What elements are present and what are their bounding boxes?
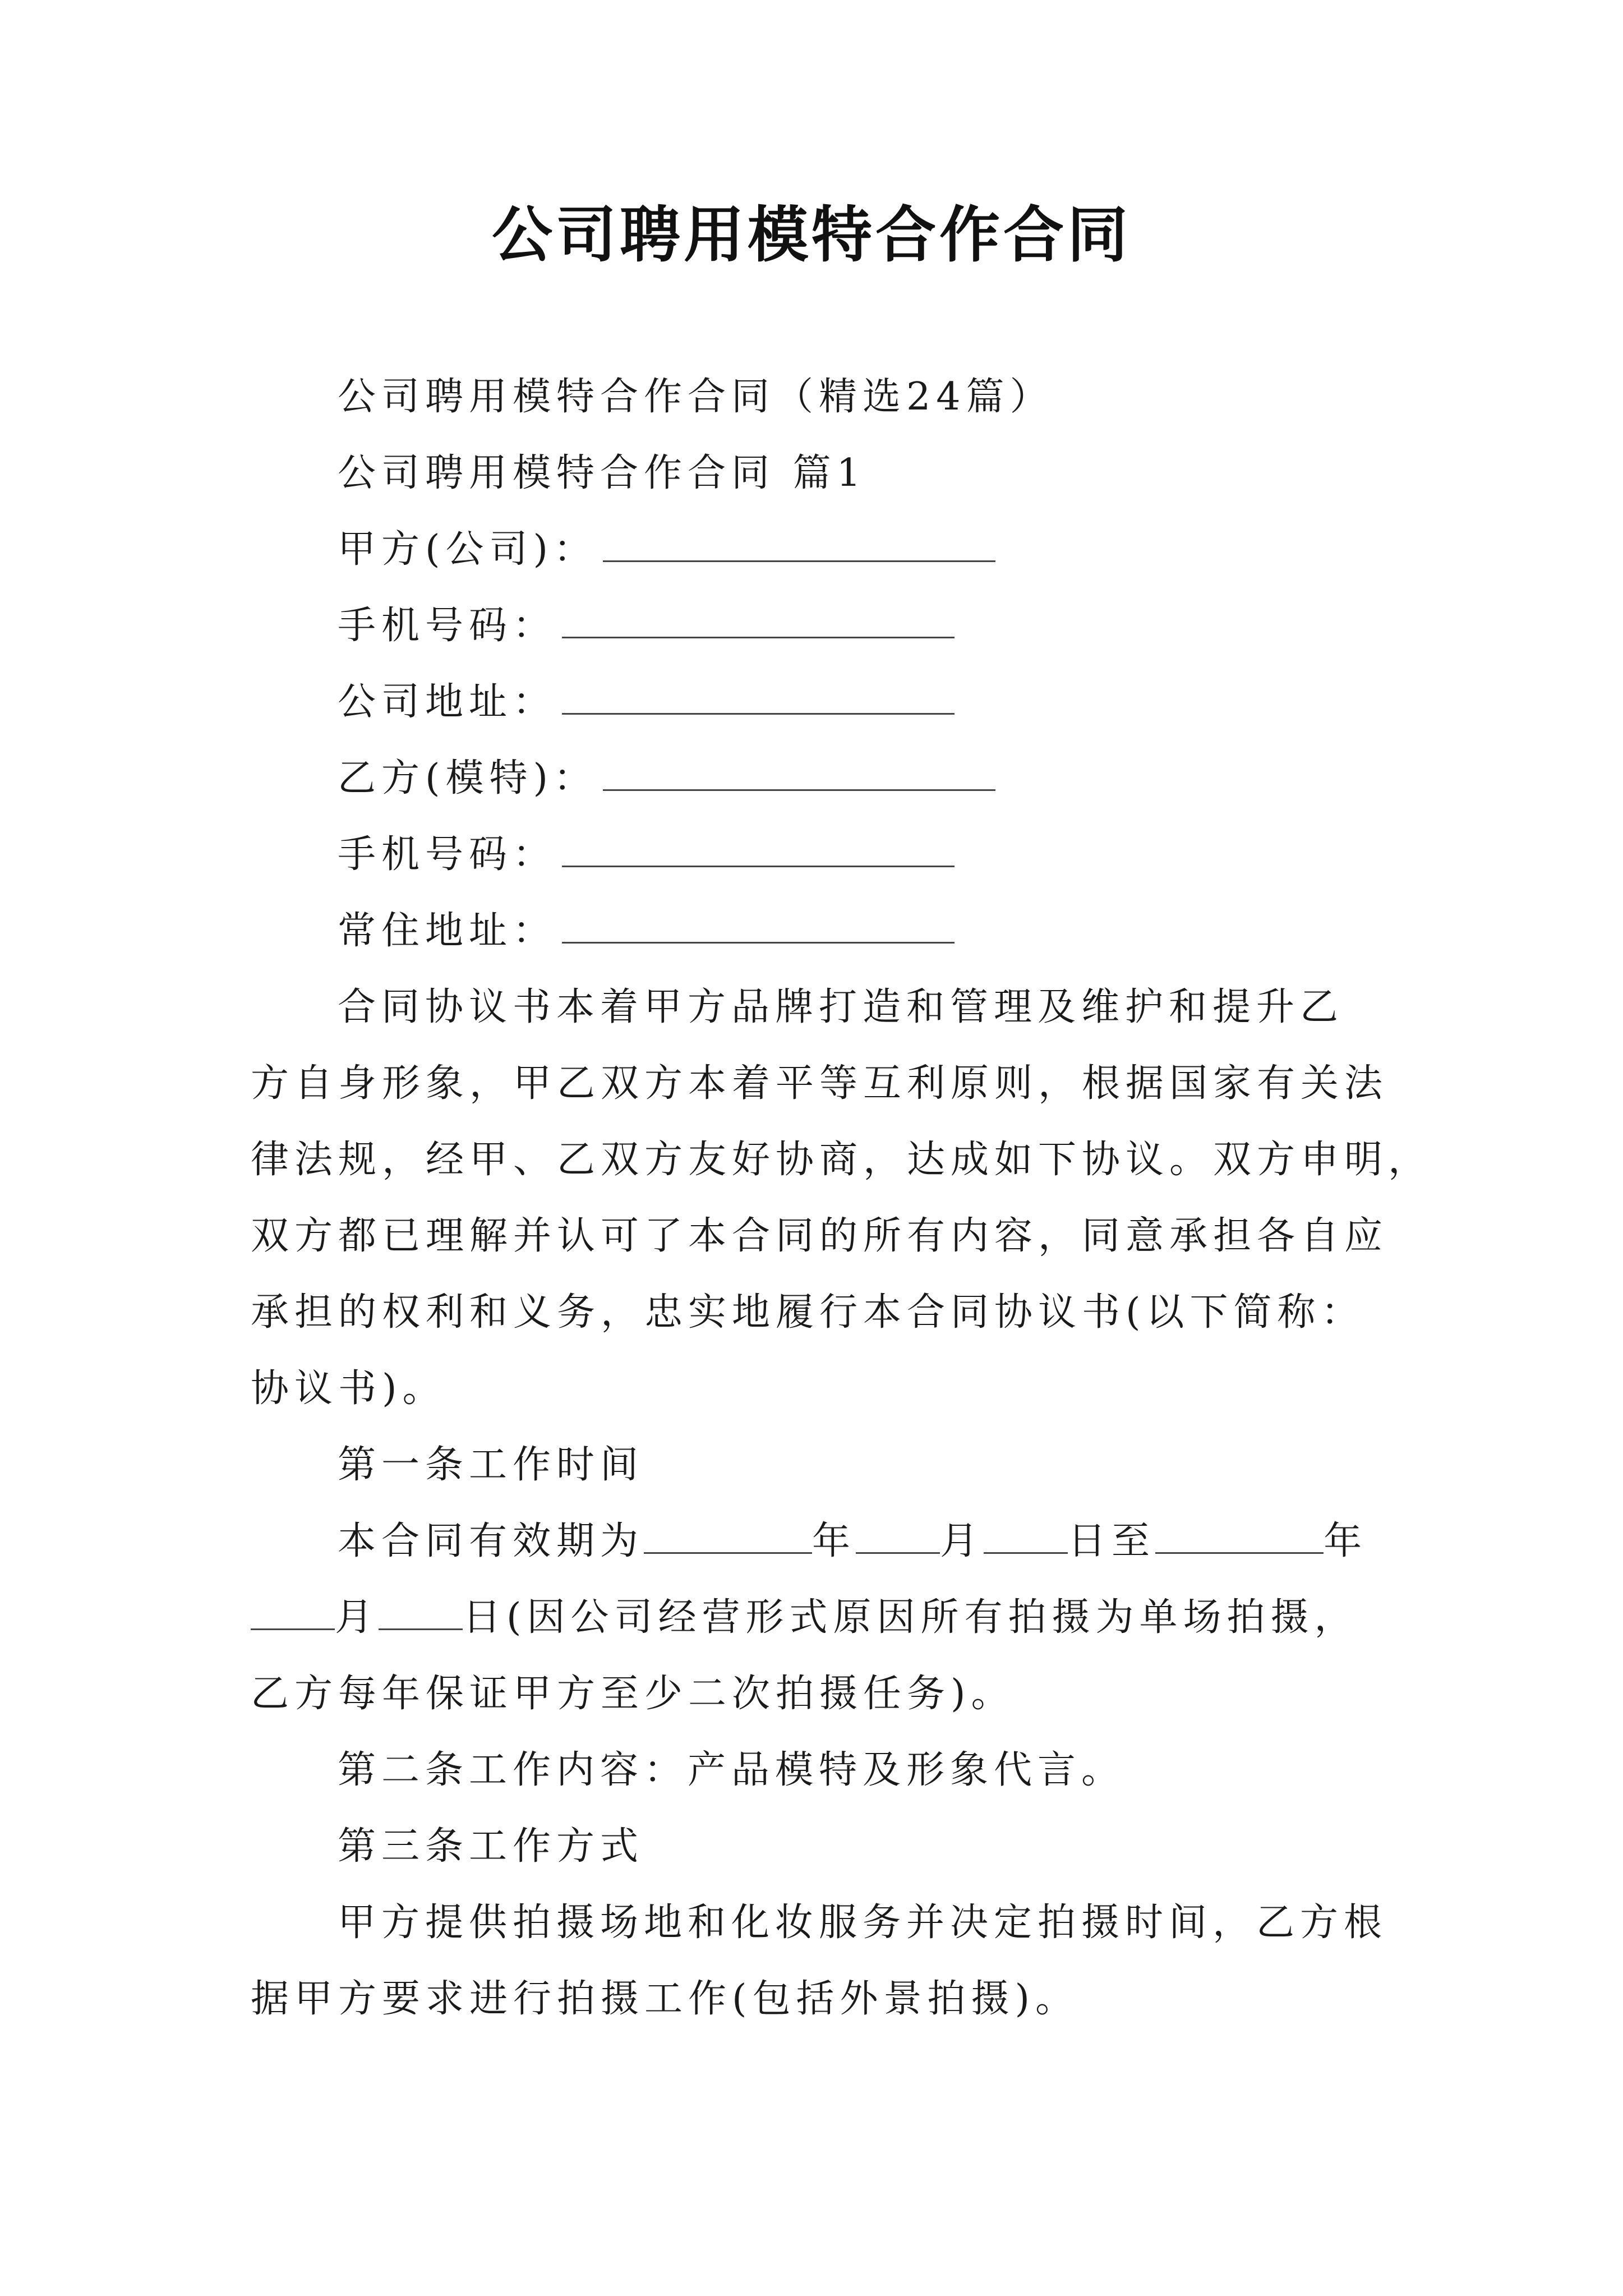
article-3-line-1: 甲方提供拍摄场地和化妆服务并决定拍摄时间，乙方根 xyxy=(338,1901,1388,1945)
year-label-1: 年 xyxy=(812,1519,856,1563)
party-b-blank[interactable] xyxy=(603,754,995,791)
phone-b-line xyxy=(251,817,1473,893)
party-a-blank[interactable] xyxy=(603,526,995,562)
address-b-line xyxy=(251,893,1473,969)
article-1-line-3: 乙方每年保证甲方至少二次拍摄任务)。 xyxy=(251,1672,1015,1716)
party-a-label: 甲方(公司)： xyxy=(338,527,598,572)
article-1-lead: 本合同有效期为 xyxy=(338,1519,644,1563)
party-b-label: 乙方(模特)： xyxy=(338,756,598,800)
intro-line-5: 承担的权利和义务，忠实地履行本合同协议书(以下简称： xyxy=(251,1290,1365,1335)
intro-line-1: 合同协议书本着甲方品牌打造和管理及维护和提升乙 xyxy=(338,985,1344,1029)
year-label-2: 年 xyxy=(1324,1519,1368,1563)
article-3-line-2: 据甲方要求进行拍摄工作(包括外景拍摄)。 xyxy=(251,1977,1080,2021)
end-month-blank[interactable] xyxy=(251,1594,335,1630)
section-heading-text: 公司聘用模特合作合同 篇1 xyxy=(338,451,866,495)
address-b-blank[interactable] xyxy=(562,907,955,944)
phone-a-line xyxy=(251,588,1473,664)
end-year-blank[interactable] xyxy=(1155,1517,1324,1554)
party-a-line xyxy=(251,512,1473,588)
address-b-label: 常住地址： xyxy=(338,909,557,953)
start-day-blank[interactable] xyxy=(984,1517,1068,1554)
article-1-title: 第一条工作时间 xyxy=(338,1443,644,1487)
phone-b-label: 手机号码： xyxy=(338,832,557,877)
address-a-blank[interactable] xyxy=(562,678,955,715)
article-1-line-2 xyxy=(251,1580,1386,1656)
phone-b-blank[interactable] xyxy=(562,831,955,867)
intro-line-3: 律法规，经甲、乙双方友好协商，达成如下协议。双方申明， xyxy=(251,1138,1432,1182)
end-day-blank[interactable] xyxy=(379,1594,463,1630)
month-label-2: 月 xyxy=(335,1595,379,1640)
intro-line-2: 方自身形象，甲乙双方本着平等互利原则，根据国家有关法 xyxy=(251,1061,1389,1106)
document-title: 公司聘用模特合作合同 xyxy=(491,200,1131,270)
article-3-title: 第三条工作方式 xyxy=(338,1824,644,1869)
intro-line-6: 协议书)。 xyxy=(251,1366,446,1411)
party-b-line xyxy=(251,740,1473,817)
address-a-line xyxy=(251,664,1473,740)
start-month-blank[interactable] xyxy=(856,1517,940,1554)
day-label-1: 日至 xyxy=(1068,1519,1156,1563)
start-year-blank[interactable] xyxy=(644,1517,812,1554)
subtitle-text: 公司聘用模特合作合同（精选24篇） xyxy=(338,375,1054,419)
phone-a-label: 手机号码： xyxy=(338,604,557,648)
article-1-line-1 xyxy=(251,1503,1473,1580)
phone-a-blank[interactable] xyxy=(562,602,955,638)
subtitle-line xyxy=(251,359,1473,435)
month-label-1: 月 xyxy=(940,1519,984,1563)
address-a-label: 公司地址： xyxy=(338,680,557,724)
intro-line-4: 双方都已理解并认可了本合同的所有内容，同意承担各自应 xyxy=(251,1214,1389,1258)
article-2: 第二条工作内容：产品模特及形象代言。 xyxy=(338,1748,1126,1792)
article-1-rest: 日(因公司经营形式原因所有拍摄为单场拍摄， xyxy=(463,1595,1358,1640)
section-heading xyxy=(251,435,1473,512)
